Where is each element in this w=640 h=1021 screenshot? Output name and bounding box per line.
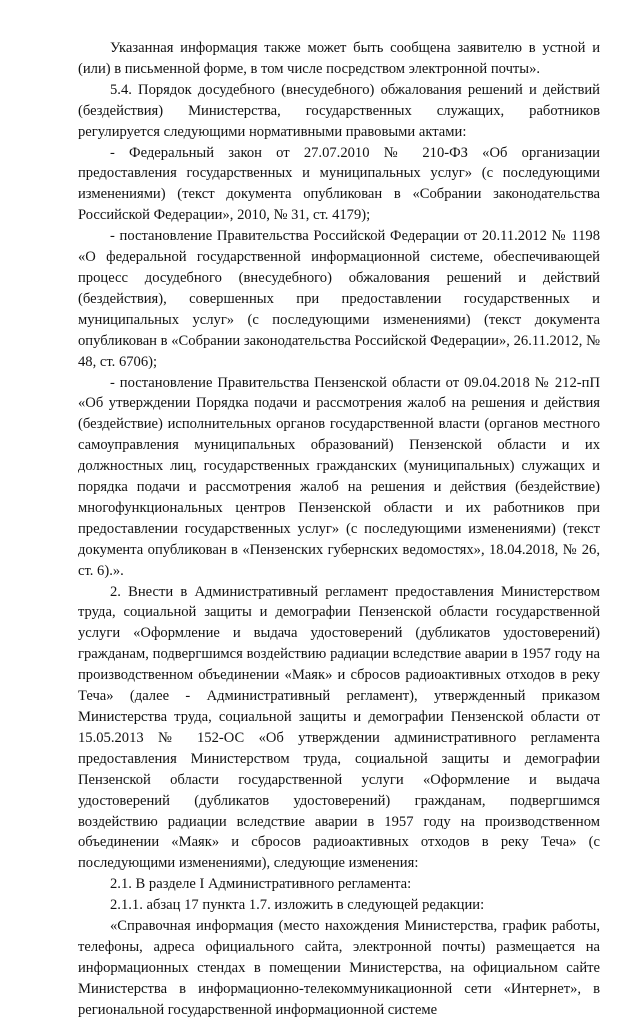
paragraph-5-4: 5.4. Порядок досудебного (внесудебного) обжалования решений и действий (бездействия) Министерства, государственных служащих, работников регулируется следующими нормативными правовыми актами: <box>78 81 600 140</box>
paragraph-reference-info: «Справочная информация (место нахождения Министерства, график работы, телефоны, адреса официального сайта, электронной почты) размещается на информационных стендах в помещении Министерства, на официальном сайте Министерства в информационно-телекоммуникационной сети «Интернет», в региональной государственной информационной системе <box>78 918 600 1018</box>
paragraph-federal-law: - Федеральный закон от 27.07.2010 № 210-ФЗ «Об организации предоставления государственных и муниципальных услуг» (с последующими изменениями) (текст документа опубликован в «Собрании законодательства Российской Федерации», 2010, № 31, ст. 4179); <box>78 144 600 224</box>
paragraph-2-1: 2.1. В разделе I Административного регламента: <box>110 876 412 893</box>
paragraph-rf-government-resolution: - постановление Правительства Российской Федерации от 20.11.2012 № 1198 «О федеральной государственной информационной системе, обеспечивающей процесс досудебного (внесудебного) обжалования решений и действий (бездействия), совершенных при предоставлении государственных и муниципальных услуг» (с последующими изменениями) (текст документа опубликован в «Собрании законодательства Российской Федерации», 26.11.2012, № 48, ст. 6706); <box>78 228 600 370</box>
paragraph-2-1-1: 2.1.1. абзац 17 пункта 1.7. изложить в следующей редакции: <box>110 897 485 914</box>
paragraph-penza-government-resolution: - постановление Правительства Пензенской области от 09.04.2018 № 212-пП «Об утверждении Порядка подачи и рассмотрения жалоб на решения и действия (бездействие) исполнительных органов государственной власти (органов местного самоуправления муниципальных образований) Пензенской области и их должностных лиц, государственных гражданских (муниципальных) служащих и порядка подачи и рассмотрения жалоб на решения и действия (бездействие) многофункциональных центров Пензенской области и их работников при предоставлении государственных услуг» (с последующими изменениями) (текст документа опубликован в «Пензенских губернских ведомостях», 18.04.2018, № 26, ст. 6).». <box>78 374 600 579</box>
paragraph-2-amendments: 2. Внести в Административный регламент предоставления Министерством труда, социальной защиты и демографии Пензенской области государственной услуги «Оформление и выдача удостоверений (дубликатов удостоверений) гражданам, подвергшимся воздействию радиации вследствие аварии в 1957 году на производственном объединении «Маяк» и сбросов радиоактивных отходов в реку Теча» (далее - Административный регламент), утвержденный приказом Министерства труда, социальной защиты и демографии Пензенской области от 15.05.2013 № 152-ОС «Об утверждении административного регламента предоставления Министерством труда, социальной защиты и демографии Пензенской области государственной услуги «Оформление и выдача удостоверений (дубликатов удостоверений) гражданам, подвергшимся воздействию радиации вследствие аварии в 1957 году на производственном объединении «Маяк» и сбросов радиоактивных отходов в реку Теча» (с последующими изменениями), следующие изменения: <box>78 583 600 872</box>
paragraph-info-notice: Указанная информация также может быть сообщена заявителю в устной и (или) в письменной форме, в том числе посредством электронной почты». <box>78 40 600 77</box>
